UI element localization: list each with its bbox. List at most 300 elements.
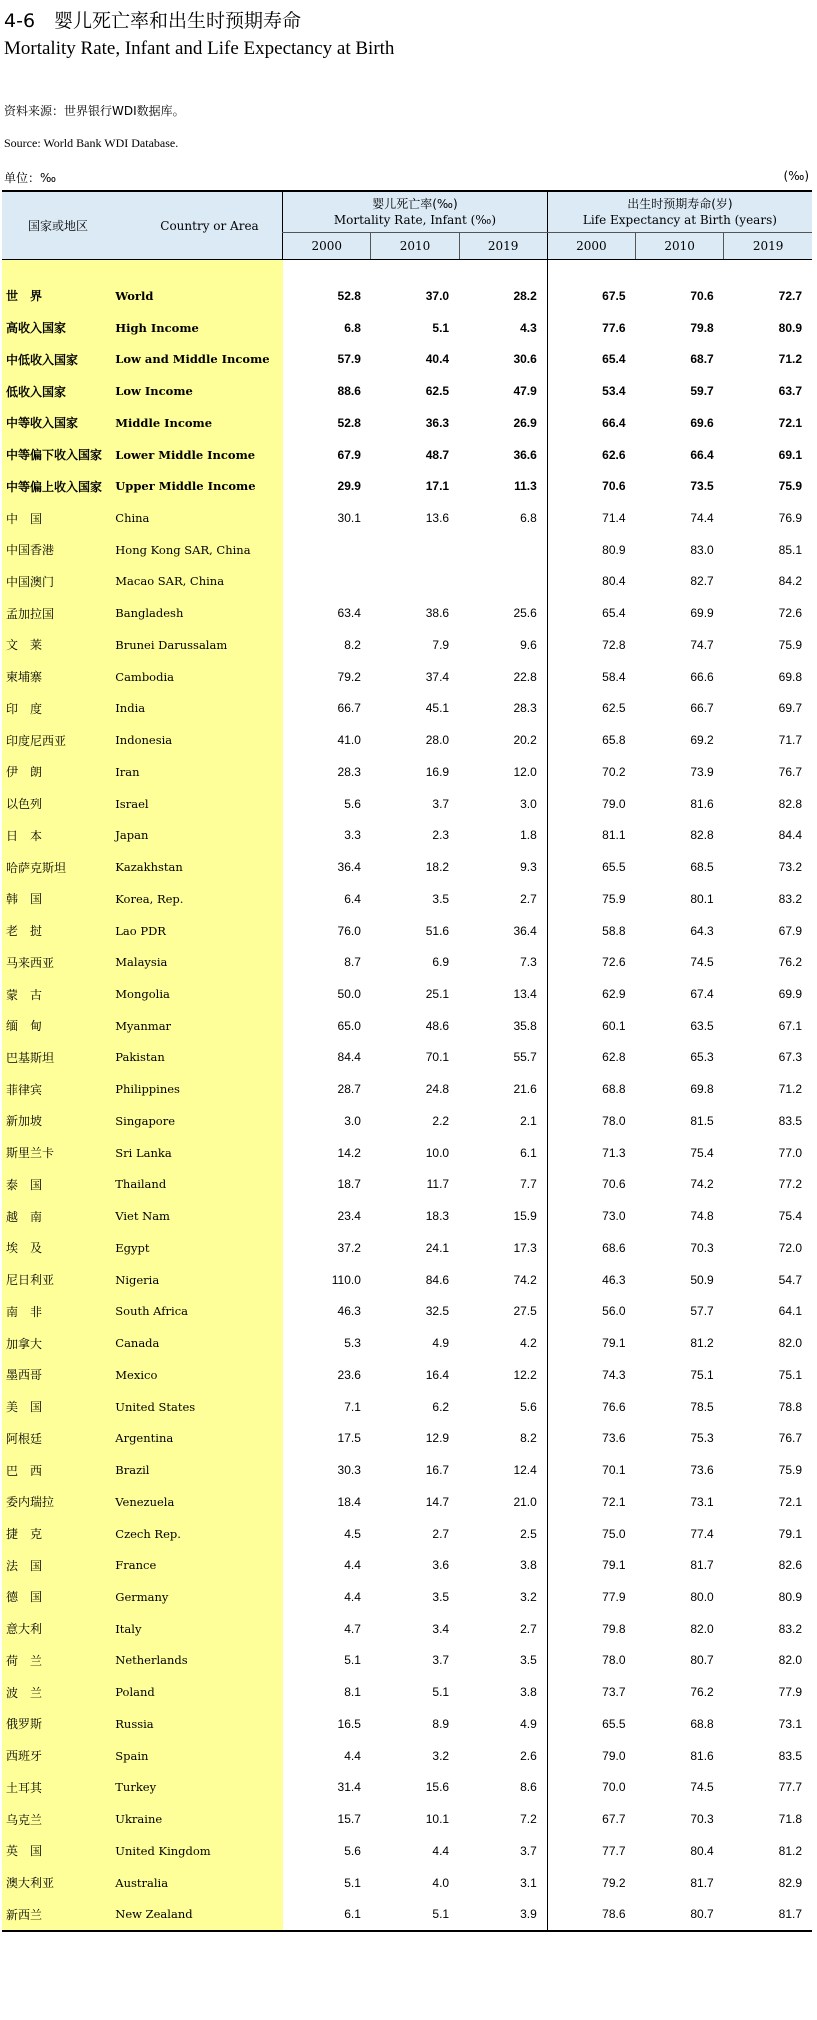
source-note-en: Source: World Bank WDI Database. [4, 136, 179, 150]
infant-mortality-value: 18.3 [425, 1209, 450, 1224]
life-expectancy-value: 82.0 [690, 1621, 714, 1636]
infant-mortality-value: 21.0 [513, 1494, 537, 1509]
life-expectancy-value: 72.1 [778, 1494, 802, 1509]
life-expectancy-value: 80.0 [690, 1589, 714, 1604]
life-expectancy-value: 67.7 [547, 1803, 635, 1835]
infant-mortality-value: 3.4 [432, 1621, 450, 1636]
life-expectancy-value: 70.3 [690, 1240, 714, 1255]
country-name-en: Low and Middle Income [112, 343, 282, 375]
life-expectancy-value: 77.2 [778, 1177, 802, 1192]
infant-mortality-value: 4.0 [432, 1875, 450, 1890]
infant-mortality-value: 3.3 [344, 828, 361, 843]
life-expectancy-value: 59.7 [690, 384, 714, 399]
infant-mortality-value [283, 534, 371, 566]
life-expectancy-value: 79.0 [547, 1740, 635, 1772]
infant-mortality-value [371, 534, 459, 566]
table-row [2, 756, 812, 788]
infant-mortality-value: 14.7 [425, 1494, 450, 1509]
life-expectancy-value: 75.1 [690, 1367, 714, 1382]
life-expectancy-value: 75.4 [690, 1145, 714, 1160]
country-name-cn: 俄罗斯 [2, 1708, 112, 1740]
infant-mortality-value: 22.8 [513, 669, 537, 684]
life-expectancy-value: 85.1 [778, 542, 802, 557]
life-expectancy-value: 79.2 [547, 1867, 635, 1899]
table-row [2, 280, 812, 312]
country-name-cn: 埃 及 [2, 1232, 112, 1264]
infant-mortality-value: 18.7 [337, 1177, 361, 1192]
country-name-en: Viet Nam [112, 1200, 282, 1232]
life-expectancy-value: 76.2 [690, 1685, 714, 1700]
table-row [2, 1835, 812, 1867]
life-expectancy-value: 75.9 [778, 637, 802, 652]
infant-mortality-value: 13.4 [513, 987, 537, 1002]
infant-mortality-value: 63.4 [337, 606, 361, 621]
header-infant-mortality-en: Mortality Rate, Infant (‰) [333, 213, 497, 227]
country-name-cn: 南 非 [2, 1296, 112, 1328]
country-name-cn: 加拿大 [2, 1327, 112, 1359]
life-expectancy-value: 69.7 [778, 701, 802, 716]
country-name-cn: 委内瑞拉 [2, 1486, 112, 1518]
infant-mortality-value: 8.6 [520, 1780, 537, 1795]
infant-mortality-value: 3.1 [520, 1875, 537, 1890]
table-row [2, 1549, 812, 1581]
life-expectancy-value: 79.1 [778, 1526, 802, 1541]
life-expectancy-value: 81.7 [690, 1558, 714, 1573]
infant-mortality-value: 17.3 [513, 1240, 537, 1255]
life-expectancy-value: 53.4 [547, 375, 635, 407]
life-expectancy-value: 80.9 [547, 534, 635, 566]
life-expectancy-value: 81.2 [778, 1843, 802, 1858]
life-expectancy-value: 75.9 [778, 1463, 802, 1478]
country-name-cn: 印度尼西亚 [2, 724, 112, 756]
country-name-cn: 巴 西 [2, 1454, 112, 1486]
country-name-cn: 中 国 [2, 502, 112, 534]
country-name-cn: 波 兰 [2, 1676, 112, 1708]
country-name-en: Low Income [112, 375, 282, 407]
life-expectancy-value: 67.4 [690, 987, 714, 1002]
country-name-cn: 法 国 [2, 1549, 112, 1581]
country-name-cn: 巴基斯坦 [2, 1042, 112, 1074]
life-expectancy-value: 80.9 [778, 320, 802, 335]
table-row [2, 1422, 812, 1454]
infant-mortality-value: 37.0 [425, 288, 450, 303]
header-year: 2010 [636, 233, 724, 260]
infant-mortality-value: 8.2 [344, 637, 361, 652]
table-row [2, 1708, 812, 1740]
infant-mortality-value: 14.2 [337, 1145, 361, 1160]
table-row [2, 1676, 812, 1708]
table-row [2, 883, 812, 915]
infant-mortality-value: 5.1 [432, 320, 450, 335]
country-name-cn: 西班牙 [2, 1740, 112, 1772]
infant-mortality-value: 76.0 [337, 923, 361, 938]
infant-mortality-value: 8.2 [520, 1431, 537, 1446]
infant-mortality-value: 88.6 [337, 384, 361, 399]
country-name-cn: 土耳其 [2, 1772, 112, 1804]
life-expectancy-value: 74.5 [690, 955, 714, 970]
table-row [2, 978, 812, 1010]
infant-mortality-value: 28.7 [337, 1082, 361, 1097]
infant-mortality-value: 26.9 [513, 415, 537, 430]
infant-mortality-value: 30.1 [337, 511, 361, 525]
country-name-cn: 新西兰 [2, 1898, 112, 1931]
life-expectancy-value: 81.7 [724, 1898, 812, 1931]
country-name-en: Middle Income [112, 407, 282, 439]
life-expectancy-value: 77.0 [778, 1145, 802, 1160]
infant-mortality-value: 37.4 [425, 669, 450, 684]
infant-mortality-value: 6.4 [344, 891, 361, 906]
infant-mortality-value: 7.2 [520, 1812, 537, 1827]
country-name-en: Philippines [112, 1073, 282, 1105]
infant-mortality-value: 1.8 [520, 828, 537, 843]
infant-mortality-value: 32.5 [425, 1304, 450, 1319]
infant-mortality-value: 36.4 [337, 860, 361, 875]
life-expectancy-value: 76.9 [778, 511, 802, 525]
life-expectancy-value: 69.9 [690, 606, 714, 621]
table-row [2, 1232, 812, 1264]
infant-mortality-value: 4.5 [344, 1526, 361, 1541]
infant-mortality-value: 4.4 [432, 1843, 450, 1858]
country-name-en: Thailand [112, 1169, 282, 1201]
infant-mortality-value: 6.2 [432, 1399, 450, 1414]
infant-mortality-value: 52.8 [337, 288, 361, 303]
table-body [2, 260, 812, 1932]
life-expectancy-value: 83.5 [778, 1113, 802, 1128]
life-expectancy-value: 71.8 [778, 1812, 802, 1827]
infant-mortality-value: 5.1 [432, 1685, 450, 1700]
infant-mortality-value: 20.2 [513, 733, 537, 748]
table-row [2, 375, 812, 407]
table-row [2, 1105, 812, 1137]
life-expectancy-value: 82.8 [778, 796, 802, 811]
header-infant-mortality-cn: 婴儿死亡率(‰) [372, 197, 458, 211]
table-row [2, 343, 812, 375]
header-year: 2000 [547, 233, 635, 260]
infant-mortality-value [459, 566, 547, 598]
country-name-en: Australia [112, 1867, 282, 1899]
country-name-cn: 世 界 [2, 280, 112, 312]
life-expectancy-value: 81.2 [690, 1336, 714, 1351]
country-name-en: Hong Kong SAR, China [112, 534, 282, 566]
life-expectancy-value: 75.4 [778, 1209, 802, 1224]
infant-mortality-value: 10.1 [425, 1812, 450, 1827]
infant-mortality-value: 40.4 [425, 352, 450, 367]
life-expectancy-value: 73.0 [547, 1200, 635, 1232]
life-expectancy-value: 69.6 [690, 415, 714, 430]
table-row [2, 439, 812, 471]
life-expectancy-value: 73.1 [690, 1494, 714, 1509]
life-expectancy-value: 73.6 [690, 1463, 714, 1478]
country-name-cn: 以色列 [2, 788, 112, 820]
table-title-en: Mortality Rate, Infant and Life Expectancy at Birth [4, 38, 395, 59]
life-expectancy-value: 73.2 [778, 860, 802, 875]
life-expectancy-value: 66.4 [690, 447, 714, 462]
country-name-en: Ukraine [112, 1803, 282, 1835]
life-expectancy-value: 72.1 [778, 415, 802, 430]
country-name-en: Italy [112, 1613, 282, 1645]
life-expectancy-value: 78.0 [547, 1105, 635, 1137]
infant-mortality-value: 55.7 [513, 1050, 537, 1065]
table-row [2, 693, 812, 725]
life-expectancy-value: 75.9 [778, 479, 802, 494]
life-expectancy-value: 76.2 [778, 955, 802, 970]
header-year: 2010 [371, 233, 459, 260]
infant-mortality-value [459, 534, 547, 566]
infant-mortality-value: 8.1 [344, 1685, 361, 1700]
infant-mortality-value: 28.2 [513, 288, 537, 303]
life-expectancy-value: 76.6 [547, 1391, 635, 1423]
life-expectancy-value: 70.3 [690, 1812, 714, 1827]
infant-mortality-value: 3.8 [520, 1558, 537, 1573]
life-expectancy-value: 74.5 [690, 1780, 714, 1795]
life-expectancy-value: 68.6 [547, 1232, 635, 1264]
country-name-cn: 英 国 [2, 1835, 112, 1867]
life-expectancy-value: 79.8 [547, 1613, 635, 1645]
country-name-cn: 中等偏下收入国家 [2, 439, 112, 471]
infant-mortality-value: 3.2 [520, 1589, 537, 1604]
infant-mortality-value: 18.4 [337, 1494, 361, 1509]
table-row [2, 1581, 812, 1613]
life-expectancy-value: 65.4 [547, 597, 635, 629]
country-name-en: Poland [112, 1676, 282, 1708]
infant-mortality-value: 2.7 [432, 1526, 450, 1541]
infant-mortality-value: 16.9 [425, 764, 450, 779]
life-expectancy-value: 78.5 [690, 1399, 714, 1414]
infant-mortality-value: 36.6 [513, 447, 537, 462]
infant-mortality-value: 52.8 [337, 415, 361, 430]
infant-mortality-value: 5.1 [344, 1653, 361, 1668]
table-row [2, 1042, 812, 1074]
country-name-en: Iran [112, 756, 282, 788]
life-expectancy-value: 74.8 [690, 1209, 714, 1224]
infant-mortality-value: 7.7 [520, 1177, 537, 1192]
life-expectancy-value: 82.7 [690, 574, 714, 589]
infant-mortality-value: 66.7 [337, 701, 361, 716]
country-name-en: Canada [112, 1327, 282, 1359]
country-name-en: Singapore [112, 1105, 282, 1137]
life-expectancy-value: 69.1 [778, 447, 802, 462]
life-expectancy-value: 67.3 [778, 1050, 802, 1065]
country-name-en: Myanmar [112, 1010, 282, 1042]
life-expectancy-value: 67.9 [778, 923, 802, 938]
infant-mortality-value: 4.4 [344, 1589, 361, 1604]
infant-mortality-value: 41.0 [337, 733, 361, 748]
life-expectancy-value: 75.1 [778, 1367, 802, 1382]
life-expectancy-value: 82.6 [778, 1558, 802, 1573]
infant-mortality-value: 12.9 [425, 1431, 450, 1446]
infant-mortality-value: 10.0 [425, 1145, 450, 1160]
infant-mortality-value: 2.7 [520, 891, 537, 906]
life-expectancy-value: 80.4 [547, 566, 635, 598]
life-expectancy-value: 78.0 [547, 1645, 635, 1677]
header-life-expectancy-cn: 出生时预期寿命(岁) [627, 197, 733, 211]
infant-mortality-value: 24.8 [425, 1082, 450, 1097]
life-expectancy-value: 79.8 [690, 320, 714, 335]
life-expectancy-value: 83.0 [690, 542, 714, 557]
infant-mortality-value: 16.4 [425, 1367, 450, 1382]
life-expectancy-value: 46.3 [547, 1264, 635, 1296]
table-row [2, 1200, 812, 1232]
country-name-cn: 尼日利亚 [2, 1264, 112, 1296]
infant-mortality-value: 5.6 [520, 1399, 537, 1414]
country-name-en: Sri Lanka [112, 1137, 282, 1169]
infant-mortality-value: 6.8 [520, 511, 537, 525]
life-expectancy-value: 83.2 [778, 1621, 802, 1636]
infant-mortality-value: 28.3 [337, 764, 361, 779]
infant-mortality-value: 79.2 [337, 669, 361, 684]
country-name-en: Japan [112, 819, 282, 851]
life-expectancy-value: 67.1 [778, 1018, 802, 1033]
life-expectancy-value: 81.6 [690, 796, 714, 811]
country-name-en: Upper Middle Income [112, 470, 282, 502]
infant-mortality-value: 23.6 [337, 1367, 361, 1382]
country-name-en: Turkey [112, 1772, 282, 1804]
life-expectancy-value: 82.0 [778, 1336, 802, 1351]
infant-mortality-value: 36.4 [513, 923, 537, 938]
life-expectancy-value: 58.4 [547, 661, 635, 693]
country-name-en: New Zealand [112, 1898, 282, 1931]
table-row [2, 1518, 812, 1550]
country-name-cn: 捷 克 [2, 1518, 112, 1550]
infant-mortality-value: 35.8 [513, 1018, 537, 1033]
table-row [2, 788, 812, 820]
infant-mortality-value: 67.9 [337, 447, 361, 462]
table-row [2, 1073, 812, 1105]
infant-mortality-value: 65.0 [337, 1018, 361, 1033]
life-expectancy-value: 77.7 [778, 1780, 802, 1795]
infant-mortality-value: 3.6 [432, 1558, 450, 1573]
life-expectancy-value: 58.8 [547, 915, 635, 947]
country-name-en: Brunei Darussalam [112, 629, 282, 661]
life-expectancy-value: 69.8 [778, 669, 802, 684]
life-expectancy-value: 70.0 [547, 1772, 635, 1804]
life-expectancy-value: 81.1 [547, 819, 635, 851]
life-expectancy-value: 82.9 [778, 1875, 802, 1890]
infant-mortality-value: 51.6 [425, 923, 450, 938]
table-row [2, 1391, 812, 1423]
infant-mortality-value: 2.7 [520, 1621, 537, 1636]
infant-mortality-value: 12.4 [513, 1463, 537, 1478]
country-name-en: Macao SAR, China [112, 566, 282, 598]
life-expectancy-value: 82.0 [778, 1653, 802, 1668]
life-expectancy-value: 79.1 [547, 1327, 635, 1359]
infant-mortality-value: 5.1 [344, 1875, 361, 1890]
infant-mortality-value: 47.9 [513, 384, 537, 399]
life-expectancy-value: 63.7 [778, 384, 802, 399]
spacer-row [2, 260, 812, 281]
life-expectancy-value: 71.4 [547, 502, 635, 534]
life-expectancy-value: 79.1 [547, 1549, 635, 1581]
infant-mortality-value: 25.6 [513, 606, 537, 621]
country-name-cn: 韩 国 [2, 883, 112, 915]
infant-mortality-value: 5.3 [344, 1336, 361, 1351]
table-row [2, 629, 812, 661]
country-name-en: South Africa [112, 1296, 282, 1328]
life-expectancy-value: 71.7 [778, 733, 802, 748]
infant-mortality-value: 8.9 [432, 1716, 450, 1731]
infant-mortality-value: 30.6 [513, 352, 537, 367]
life-expectancy-value: 74.2 [690, 1177, 714, 1192]
country-name-cn: 中国澳门 [2, 566, 112, 598]
life-expectancy-value: 78.6 [547, 1898, 635, 1931]
life-expectancy-value: 68.8 [690, 1716, 714, 1731]
life-expectancy-value: 81.6 [690, 1748, 714, 1763]
country-name-en: Lower Middle Income [112, 439, 282, 471]
infant-mortality-value: 6.8 [344, 320, 361, 335]
country-name-en: Korea, Rep. [112, 883, 282, 915]
infant-mortality-value: 9.6 [520, 637, 537, 652]
infant-mortality-value: 37.2 [337, 1240, 361, 1255]
country-name-en: United States [112, 1391, 282, 1423]
infant-mortality-value: 2.1 [520, 1113, 537, 1128]
table-row [2, 661, 812, 693]
life-expectancy-value: 50.9 [690, 1272, 714, 1287]
infant-mortality-value: 5.1 [371, 1898, 459, 1931]
table-row [2, 1359, 812, 1391]
table-row [2, 1327, 812, 1359]
life-expectancy-value: 70.2 [547, 756, 635, 788]
table-row [2, 1740, 812, 1772]
infant-mortality-value: 4.4 [344, 1558, 361, 1573]
country-name-cn: 意大利 [2, 1613, 112, 1645]
life-expectancy-value: 56.0 [547, 1296, 635, 1328]
infant-mortality-value: 25.1 [425, 987, 450, 1002]
life-expectancy-value: 75.9 [547, 883, 635, 915]
life-expectancy-value: 62.6 [547, 439, 635, 471]
life-expectancy-value: 57.7 [690, 1304, 714, 1319]
country-name-en: Spain [112, 1740, 282, 1772]
table-row [2, 597, 812, 629]
country-name-cn: 越 南 [2, 1200, 112, 1232]
infant-mortality-value: 36.3 [425, 415, 450, 430]
country-name-cn: 中国香港 [2, 534, 112, 566]
life-expectancy-value: 60.1 [547, 1010, 635, 1042]
life-expectancy-value: 80.7 [636, 1898, 724, 1931]
life-expectancy-value: 72.6 [778, 606, 802, 621]
infant-mortality-value: 3.0 [344, 1113, 361, 1128]
infant-mortality-value: 7.3 [520, 955, 537, 970]
infant-mortality-value: 62.5 [425, 384, 450, 399]
infant-mortality-value: 13.6 [425, 511, 450, 525]
life-expectancy-value: 83.2 [778, 891, 802, 906]
country-name-en: Brazil [112, 1454, 282, 1486]
life-expectancy-value: 82.8 [690, 828, 714, 843]
infant-mortality-value: 57.9 [337, 352, 361, 367]
infant-mortality-value: 2.6 [520, 1748, 537, 1763]
life-expectancy-value: 76.7 [778, 1431, 802, 1446]
life-expectancy-value: 72.8 [547, 629, 635, 661]
infant-mortality-value: 15.7 [337, 1812, 361, 1827]
life-expectancy-value: 80.9 [778, 1589, 802, 1604]
life-expectancy-value: 65.4 [547, 343, 635, 375]
table-row [2, 946, 812, 978]
country-name-cn: 阿根廷 [2, 1422, 112, 1454]
life-expectancy-value: 69.8 [690, 1082, 714, 1097]
table-row [2, 1137, 812, 1169]
life-expectancy-value: 71.3 [547, 1137, 635, 1169]
country-name-en: Cambodia [112, 661, 282, 693]
infant-mortality-value: 46.3 [337, 1304, 361, 1319]
life-expectancy-value: 68.8 [547, 1073, 635, 1105]
life-expectancy-value: 70.6 [690, 288, 714, 303]
country-name-en: High Income [112, 312, 282, 344]
infant-mortality-value: 7.9 [432, 637, 450, 652]
life-expectancy-value: 77.6 [547, 312, 635, 344]
life-expectancy-value: 73.9 [690, 764, 714, 779]
header-year: 2000 [283, 233, 371, 260]
infant-mortality-value: 48.6 [425, 1018, 450, 1033]
life-expectancy-value: 80.7 [690, 1653, 714, 1668]
